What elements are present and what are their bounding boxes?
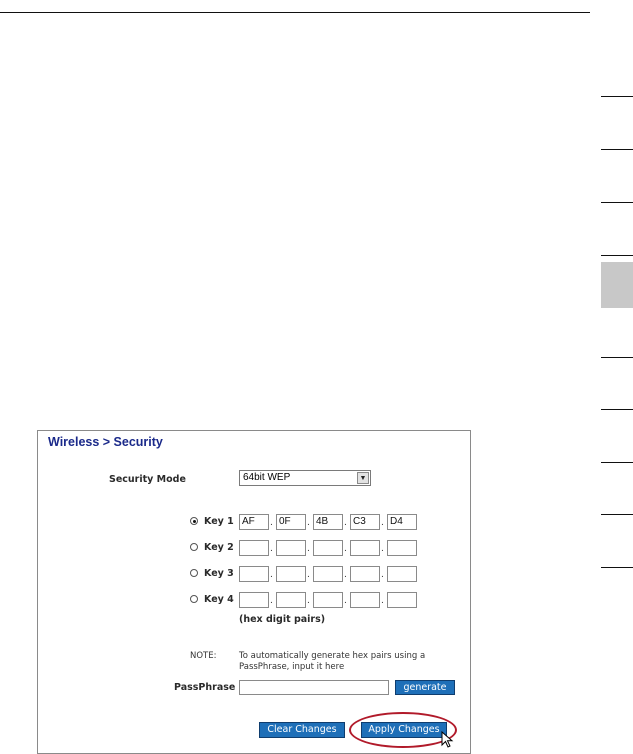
security-mode-select[interactable]: [239, 470, 371, 486]
key-4-hex-2-input[interactable]: [276, 592, 306, 608]
key-4-radio[interactable]: [190, 595, 198, 603]
top-rule: [0, 12, 590, 13]
key-3-hex-1-input[interactable]: [239, 566, 269, 582]
section-tab-line: [601, 202, 633, 203]
key-4-label: Key 4: [204, 594, 234, 605]
key-3-hex-4-input[interactable]: [350, 566, 380, 582]
passphrase-input[interactable]: [239, 680, 389, 695]
section-tab-line: [601, 567, 633, 568]
section-tab-line: [601, 514, 633, 515]
hex-separator: .: [307, 544, 310, 554]
security-mode-label: Security Mode: [109, 474, 186, 485]
section-tab-line: [601, 255, 633, 256]
hex-separator: .: [344, 518, 347, 528]
section-tab-line: [601, 409, 633, 410]
section-tab-line: [601, 96, 633, 97]
page-title: Wireless > Security: [48, 435, 163, 449]
key-3-hex-2-input[interactable]: [276, 566, 306, 582]
hex-separator: .: [270, 518, 273, 528]
chevron-down-icon[interactable]: ▼: [357, 472, 369, 484]
key-2-hex-4-input[interactable]: [350, 540, 380, 556]
hex-separator: .: [270, 596, 273, 606]
mouse-pointer-icon: [441, 731, 455, 749]
key-1-hex-4-input[interactable]: C3: [350, 514, 380, 530]
hex-separator: .: [381, 596, 384, 606]
hex-separator: .: [344, 544, 347, 554]
key-1-hex-5-input[interactable]: D4: [387, 514, 417, 530]
note-text: To automatically generate hex pairs using a PassPhrase, input it here: [239, 651, 426, 672]
key-2-hex-3-input[interactable]: [313, 540, 343, 556]
key-2-radio[interactable]: [190, 543, 198, 551]
key-2-hex-1-input[interactable]: [239, 540, 269, 556]
key-4-hex-4-input[interactable]: [350, 592, 380, 608]
key-1-hex-2-input[interactable]: 0F: [276, 514, 306, 530]
hex-separator: .: [381, 544, 384, 554]
hex-separator: .: [381, 570, 384, 580]
hex-separator: .: [307, 570, 310, 580]
key-1-radio[interactable]: [190, 517, 198, 525]
hex-separator: .: [307, 596, 310, 606]
hex-separator: .: [381, 518, 384, 528]
hex-separator: .: [344, 596, 347, 606]
apply-changes-button[interactable]: Apply Changes: [361, 722, 447, 738]
section-tab-active: [601, 262, 633, 308]
generate-button[interactable]: generate: [395, 680, 455, 695]
note-label: NOTE:: [190, 651, 217, 661]
key-1-label: Key 1: [204, 516, 234, 527]
key-2-hex-2-input[interactable]: [276, 540, 306, 556]
passphrase-label: PassPhrase: [174, 682, 236, 693]
hex-separator: .: [270, 570, 273, 580]
hex-digit-note: (hex digit pairs): [239, 614, 326, 625]
hex-separator: .: [270, 544, 273, 554]
key-3-hex-5-input[interactable]: [387, 566, 417, 582]
security-mode-value: 64bit WEP: [243, 472, 291, 483]
section-tab-line: [601, 149, 633, 150]
key-3-radio[interactable]: [190, 569, 198, 577]
key-1-hex-3-input[interactable]: 4B: [313, 514, 343, 530]
wireless-security-panel: [37, 430, 471, 754]
hex-separator: .: [344, 570, 347, 580]
key-3-label: Key 3: [204, 568, 234, 579]
key-2-hex-5-input[interactable]: [387, 540, 417, 556]
key-3-hex-3-input[interactable]: [313, 566, 343, 582]
section-tab-line: [601, 462, 633, 463]
key-2-label: Key 2: [204, 542, 234, 553]
hex-separator: .: [307, 518, 310, 528]
key-4-hex-5-input[interactable]: [387, 592, 417, 608]
key-1-hex-1-input[interactable]: AF: [239, 514, 269, 530]
key-4-hex-3-input[interactable]: [313, 592, 343, 608]
key-4-hex-1-input[interactable]: [239, 592, 269, 608]
section-tab-line: [601, 357, 633, 358]
clear-changes-button[interactable]: Clear Changes: [259, 722, 345, 738]
